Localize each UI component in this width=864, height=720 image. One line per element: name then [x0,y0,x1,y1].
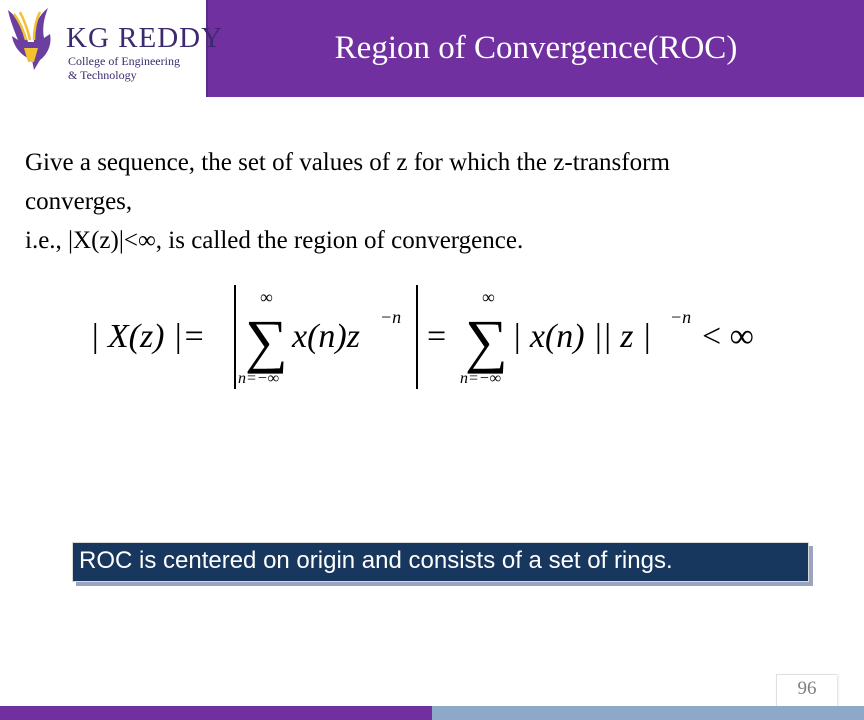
body-line-2: converges, [25,188,133,215]
college-logo [0,0,224,97]
eq-sigma-2: ∑ [465,308,508,374]
eq-exponent-1: −n [380,307,402,327]
eq-exponent-2: −n [670,307,692,327]
eq-lower-limit-1: n=−∞ [238,370,279,387]
roc-equation [80,283,780,393]
logo-subtitle [68,54,180,82]
slide-title: Region of Convergence(ROC) [334,30,738,66]
eq-term-2: | x(n) || z | [512,318,652,355]
eq-lhs: | X(z) |= [90,318,206,355]
page-number: 96 [776,674,837,707]
body-line-3: i.e., |X(z)|<∞, is called the region of convergence. [25,227,524,254]
footer-bar [0,706,864,720]
footer-stripe-right [432,706,864,720]
eq-upper-limit-2: ∞ [482,287,495,307]
callout-text: ROC is centered on origin and consists of a set of rings. [79,547,673,574]
eq-term-1: x(n)z [292,318,360,355]
logo-subtitle-line1: College of Engineering [68,54,180,68]
footer-stripe-left [0,706,432,720]
logo-subtitle-line2: & Technology [68,68,137,82]
body-line-1: Give a sequence, the set of values of z for which the z-transform [25,149,670,176]
eq-upper-limit-1: ∞ [260,287,273,307]
header-bar [0,0,864,97]
body-paragraph [25,143,855,260]
eq-equals: = [427,318,447,355]
roc-callout-box [72,542,809,582]
eq-lower-limit-2: n=−∞ [460,370,501,387]
eagle-icon [4,4,62,74]
eq-sigma-1: ∑ [245,308,288,374]
eq-rhs: < ∞ [702,318,754,355]
logo-title: KG REDDY [66,22,224,54]
